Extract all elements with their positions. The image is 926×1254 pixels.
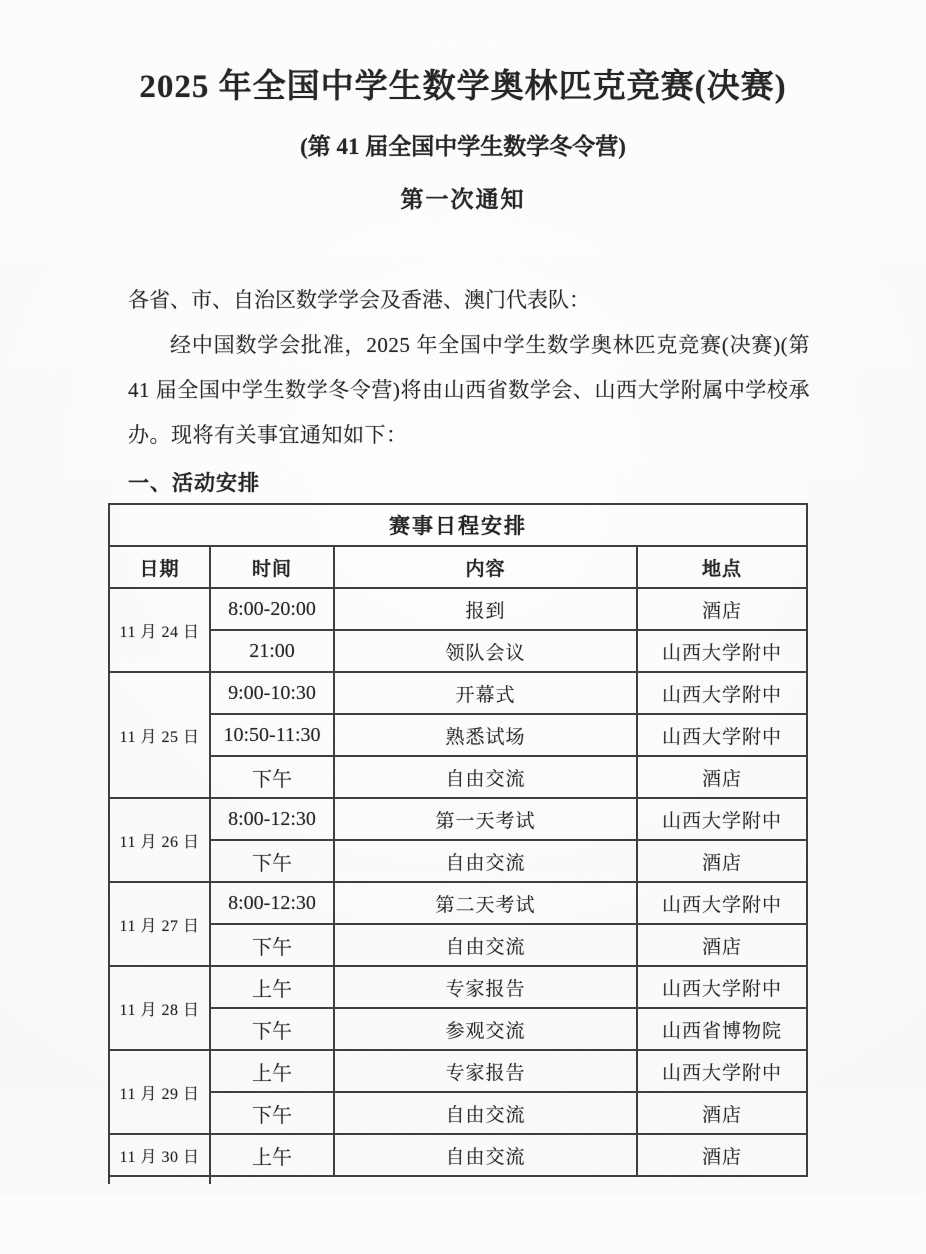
schedule-table-wrap: [108, 503, 806, 1177]
cell-content: 第二天考试: [334, 882, 637, 924]
cell-time: 下午: [210, 840, 334, 882]
cell-content: 自由交流: [334, 756, 637, 798]
cell-location: 山西大学附中: [637, 672, 807, 714]
cell-location: 酒店: [637, 840, 807, 882]
cell-time: 下午: [210, 756, 334, 798]
cell-content: 自由交流: [334, 840, 637, 882]
cell-location: 酒店: [637, 756, 807, 798]
cell-date: 11 月 29 日: [109, 1050, 210, 1134]
table-row: [109, 882, 807, 924]
table-row: [109, 1050, 807, 1092]
table-row: [109, 756, 807, 798]
cell-time: 10:50-11:30: [210, 714, 334, 756]
table-border-artifact: [209, 1177, 211, 1184]
notice-type-heading: 第一次通知: [400, 187, 526, 212]
table-row: [109, 798, 807, 840]
section-heading-activities: 一、活动安排: [128, 471, 260, 495]
table-row: [109, 672, 807, 714]
table-border-artifact: [108, 1177, 110, 1184]
cell-time: 8:00-12:30: [210, 798, 334, 840]
cell-date: 11 月 24 日: [109, 588, 210, 672]
cell-content: 参观交流: [334, 1008, 637, 1050]
table-row: [109, 588, 807, 630]
cell-content: 报到: [334, 588, 637, 630]
cell-content: 专家报告: [334, 966, 637, 1008]
cell-content: 自由交流: [334, 1092, 637, 1134]
salutation-line: 各省、市、自治区数学学会及香港、澳门代表队：: [128, 288, 590, 312]
cell-location: 山西大学附中: [637, 798, 807, 840]
header-location: 地点: [637, 546, 807, 588]
cell-time: 上午: [210, 1050, 334, 1092]
table-row: [109, 714, 807, 756]
cell-location: 山西省博物院: [637, 1008, 807, 1050]
cell-time: 下午: [210, 924, 334, 966]
table-row: [109, 1092, 807, 1134]
table-row: [109, 630, 807, 672]
cell-content: 专家报告: [334, 1050, 637, 1092]
cell-location: 酒店: [637, 588, 807, 630]
cell-location: 山西大学附中: [637, 882, 807, 924]
table-row: [109, 1134, 807, 1176]
table-title: 赛事日程安排: [109, 504, 807, 546]
intro-paragraph: 经中国数学会批准，2025 年全国中学生数学奥林匹克竞赛(决赛)(第 41 届全国中学生数学冬令营)将由山西省数学会、山西大学附属中学校承办。现将有关事宜通知如下：: [128, 333, 810, 447]
cell-date: 11 月 28 日: [109, 966, 210, 1050]
scanned-notice-page: [0, 60, 926, 1254]
table-title-row: [109, 504, 807, 546]
header-date: 日期: [109, 546, 210, 588]
cell-location: 山西大学附中: [637, 966, 807, 1008]
cell-date: 11 月 30 日: [109, 1134, 210, 1176]
cell-location: 山西大学附中: [637, 714, 807, 756]
table-header-row: [109, 546, 807, 588]
cell-time: 8:00-20:00: [210, 588, 334, 630]
header-content: 内容: [334, 546, 637, 588]
cell-date: 11 月 25 日: [109, 672, 210, 798]
page-subtitle: (第 41 届全国中学生数学冬令营): [300, 134, 626, 159]
table-row: [109, 966, 807, 1008]
body-text-block: [128, 278, 810, 497]
table-row: [109, 924, 807, 966]
cell-location: 山西大学附中: [637, 630, 807, 672]
table-row: [109, 840, 807, 882]
cell-content: 第一天考试: [334, 798, 637, 840]
cell-content: 熟悉试场: [334, 714, 637, 756]
cell-content: 自由交流: [334, 1134, 637, 1176]
cell-content: 领队会议: [334, 630, 637, 672]
header-time: 时间: [210, 546, 334, 588]
cell-location: 山西大学附中: [637, 1050, 807, 1092]
table-row: [109, 1008, 807, 1050]
cell-content: 自由交流: [334, 924, 637, 966]
cell-date: 11 月 27 日: [109, 882, 210, 966]
cell-time: 21:00: [210, 630, 334, 672]
cell-time: 9:00-10:30: [210, 672, 334, 714]
cell-location: 酒店: [637, 1092, 807, 1134]
page-title: 2025 年全国中学生数学奥林匹克竞赛(决赛): [139, 69, 787, 105]
cell-time: 下午: [210, 1092, 334, 1134]
cell-location: 酒店: [637, 924, 807, 966]
cell-content: 开幕式: [334, 672, 637, 714]
cell-time: 上午: [210, 966, 334, 1008]
cell-time: 上午: [210, 1134, 334, 1176]
cell-date: 11 月 26 日: [109, 798, 210, 882]
schedule-table: [108, 503, 808, 1177]
cell-location: 酒店: [637, 1134, 807, 1176]
cell-time: 下午: [210, 1008, 334, 1050]
cell-time: 8:00-12:30: [210, 882, 334, 924]
